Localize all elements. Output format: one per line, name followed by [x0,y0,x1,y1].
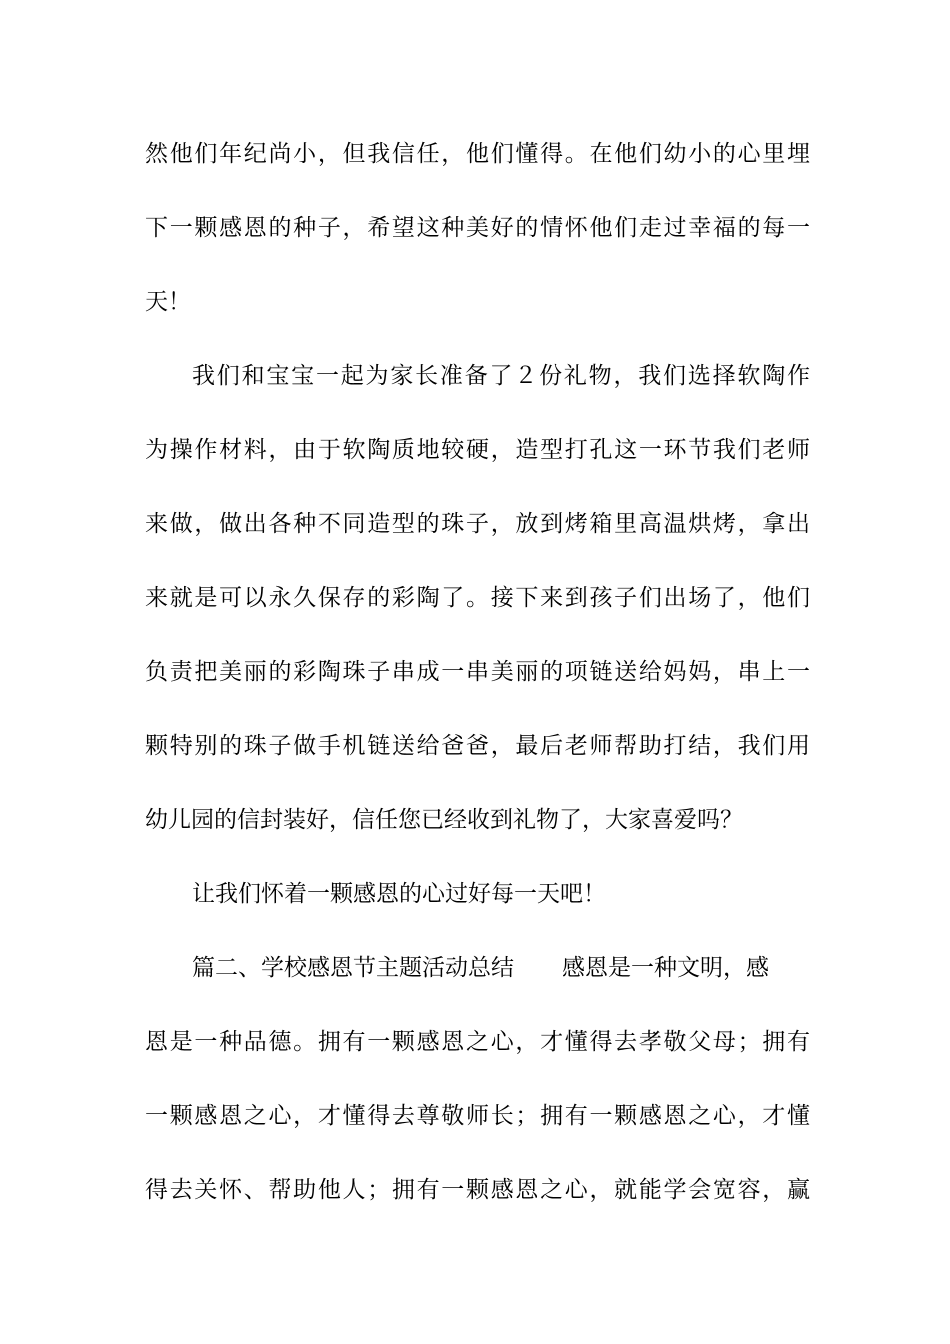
text-line: 下一颗感恩的种子，希望这种美好的情怀他们走过幸福的每一 [145,215,810,241]
section-heading: 篇二、学校感恩节主题活动总结 [192,955,514,981]
text-line: 天！ [145,289,191,315]
section-text-start: 感恩是一种文明，感 [562,955,769,981]
text-line: 负责把美丽的彩陶珠子串成一串美丽的项链送给妈妈，串上一 [145,659,810,685]
text-line: 颗特别的珠子做手机链送给爸爸，最后老师帮助打结，我们用 [145,733,810,759]
text-line: 来做，做出各种不同造型的珠子，放到烤箱里高温烘烤，拿出 [145,511,810,537]
document-body [145,127,810,1237]
paragraph-first-line: 让我们怀着一颗感恩的心过好每一天吧！ [192,881,606,907]
section-heading-line [145,941,810,1015]
text-line: 来就是可以永久保存的彩陶了。接下来到孩子们出场了，他们 [145,585,810,611]
text-line: 为操作材料，由于软陶质地较硬，造型打孔这一环节我们老师 [145,437,810,463]
text-line: 幼儿园的信封装好，信任您已经收到礼物了，大家喜爱吗？ [145,807,743,833]
text-line: 然他们年纪尚小，但我信任，他们懂得。在他们幼小的心里埋 [145,141,810,167]
paragraph-first-line: 我们和宝宝一起为家长准备了２份礼物，我们选择软陶作 [192,363,810,389]
text-line: 恩是一种品德。拥有一颗感恩之心，才懂得去孝敬父母；拥有 [145,1029,810,1055]
text-line: 一颗感恩之心，才懂得去尊敬师长；拥有一颗感恩之心，才懂 [145,1103,810,1129]
text-line: 得去关怀、帮助他人；拥有一颗感恩之心，就能学会宽容，赢 [145,1177,810,1203]
